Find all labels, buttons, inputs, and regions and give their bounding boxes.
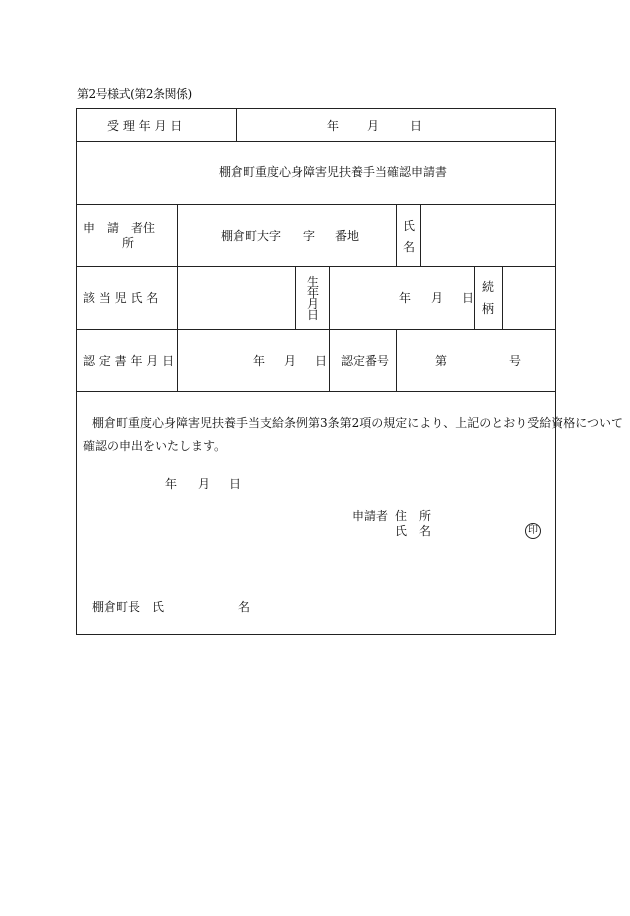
mayor-label: 棚倉町長 氏 <box>92 600 165 614</box>
divider <box>502 266 503 329</box>
reception-year: 年 <box>327 119 340 133</box>
divider <box>236 109 237 141</box>
divider <box>77 391 555 392</box>
child-name-label: 該 当 児 氏 名 <box>83 291 159 305</box>
divider <box>77 266 555 267</box>
applicant-name-label: 氏 <box>403 219 416 233</box>
declaration-year: 年 <box>165 477 178 491</box>
address-aza: 字 <box>303 229 316 243</box>
divider <box>177 204 178 391</box>
divider <box>77 204 555 205</box>
declaration-line-1: 棚倉町重度心身障害児扶養手当支給条例第3条第2項の規定により、上記のとおり受給資格について <box>92 416 624 430</box>
cert-day: 日 <box>315 354 328 368</box>
divider <box>77 141 555 142</box>
reception-month: 月 <box>367 119 380 133</box>
applicant-label-line2: 所 <box>122 236 135 250</box>
cert-month: 月 <box>284 354 297 368</box>
form-title: 棚倉町重度心身障害児扶養手当確認申請書 <box>219 165 448 179</box>
birth-day: 日 <box>462 291 475 305</box>
applicant-address-label: 住 所 <box>395 509 432 523</box>
relation-label: 続 <box>482 280 495 294</box>
seal-icon: 印 <box>525 523 541 539</box>
divider <box>396 329 397 391</box>
declaration-day: 日 <box>229 477 242 491</box>
reception-date-label: 受 理 年 月 日 <box>107 119 183 133</box>
divider <box>77 329 555 330</box>
declaration-line-2: 確認の申出をいたします。 <box>83 439 227 453</box>
divider <box>474 266 475 329</box>
declaration-month: 月 <box>198 477 211 491</box>
birth-label-1: 生 <box>307 275 320 289</box>
birth-year: 年 <box>399 291 412 305</box>
birth-label-2: 年 <box>307 286 320 300</box>
application-form <box>76 108 624 635</box>
applicant-label: 申 請 者住 <box>83 221 156 235</box>
divider <box>329 266 330 391</box>
birth-label-4: 日 <box>307 308 320 322</box>
divider <box>396 204 397 266</box>
applicant-name-label-line2: 名 <box>403 240 416 254</box>
form-number-label: 第2号様式(第2条関係) <box>77 87 192 101</box>
applicant-sign-label: 申請者 <box>352 509 389 523</box>
applicant-name-sign-label: 氏 名 <box>395 524 432 538</box>
cert-go: 号 <box>509 354 522 368</box>
address-prefix: 棚倉町大字 <box>221 229 282 243</box>
cert-number-label: 認定番号 <box>341 354 390 368</box>
divider <box>295 266 296 329</box>
mayor-label-suffix: 名 <box>238 600 251 614</box>
cert-dai: 第 <box>435 354 448 368</box>
reception-day: 日 <box>410 119 423 133</box>
relation-label-line2: 柄 <box>482 302 495 316</box>
cert-date-label: 認 定 書 年 月 日 <box>83 354 175 368</box>
address-banchi: 番地 <box>335 229 360 243</box>
divider <box>420 204 421 266</box>
cert-year: 年 <box>253 354 266 368</box>
birth-label-3: 月 <box>307 297 320 311</box>
birth-month: 月 <box>431 291 444 305</box>
